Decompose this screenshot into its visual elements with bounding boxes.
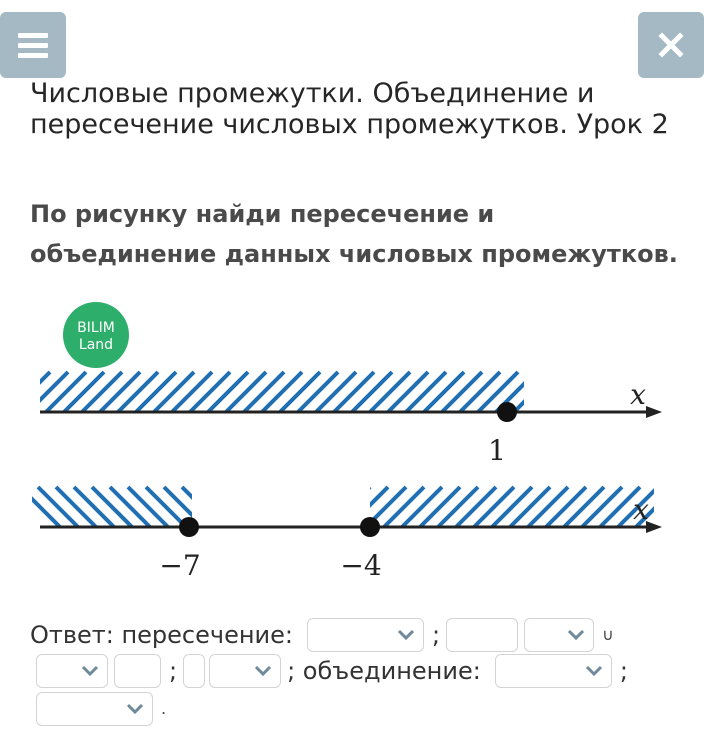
hatch-line [654, 487, 694, 527]
hatch-line [460, 372, 500, 412]
hatch-line [200, 487, 240, 527]
logo-line2: Land [78, 337, 114, 353]
hatch-line [546, 487, 586, 527]
hatch-line [262, 372, 302, 412]
union-part-select-2[interactable] [209, 654, 281, 688]
hatch-line [46, 372, 86, 412]
union-part-input-1[interactable] [114, 654, 161, 688]
hatch-line [388, 372, 428, 412]
semicolon: ; [169, 657, 178, 685]
hatch-line [492, 487, 532, 527]
hatch-line [528, 487, 568, 527]
intersection-select-1[interactable] [307, 618, 424, 652]
hatch-line [334, 372, 374, 412]
chevron-down-icon [81, 665, 99, 677]
hatch-line [298, 372, 338, 412]
union-part-input-2[interactable] [183, 654, 205, 688]
hatch-line [10, 372, 50, 412]
hatch-line [316, 372, 356, 412]
hatch-line [38, 487, 78, 527]
point-minus-4 [360, 517, 380, 537]
union-part-select-1[interactable] [36, 654, 108, 688]
hatch-line [226, 372, 266, 412]
hatch-line [532, 372, 572, 412]
hatch-line [370, 372, 410, 412]
chevron-down-icon [585, 665, 603, 677]
hatch-line [136, 372, 176, 412]
menu-button[interactable] [0, 12, 66, 78]
bilim-land-logo [63, 302, 129, 368]
close-button[interactable] [638, 12, 704, 78]
chevron-down-icon [254, 665, 272, 677]
hatch-line [550, 372, 590, 412]
intersection-input-1[interactable] [446, 618, 518, 652]
hatch-line [456, 487, 496, 527]
hatch-line [20, 487, 60, 527]
union-select-2[interactable] [36, 692, 153, 726]
hatch-line [352, 372, 392, 412]
hatch-line [92, 487, 132, 527]
hatch-line [74, 487, 114, 527]
hatch-line [424, 372, 464, 412]
hatch-line [582, 487, 622, 527]
point-label-1: 1 [488, 434, 506, 467]
number-line-2 [20, 487, 694, 582]
union-select-1[interactable] [495, 654, 612, 688]
hatch-line [28, 372, 68, 412]
hatch-line [82, 372, 122, 412]
hatch-line [564, 487, 604, 527]
number-lines-figure [0, 300, 704, 590]
hatch-line [64, 372, 104, 412]
point-label-minus-7: −7 [159, 549, 201, 582]
lesson-title: Числовые промежутки. Объединение и пересечение числовых промежутков. Урок 2 [30, 78, 669, 140]
hatch-line [172, 372, 212, 412]
point-1 [497, 402, 517, 422]
hamburger-icon [16, 30, 50, 60]
hatch-line [244, 372, 284, 412]
semicolon: ; [431, 621, 441, 649]
hatch-line [190, 372, 230, 412]
close-icon [658, 32, 684, 58]
hatch-line [514, 372, 554, 412]
hatch-line [100, 372, 140, 412]
semicolon: ; [619, 657, 628, 685]
axis-label-x2: x [633, 493, 649, 526]
task-text: По рисунку найди пересечение и объединение данных числовых промежутков. [30, 200, 678, 268]
hatch-line [384, 487, 424, 527]
chevron-down-icon [126, 703, 144, 715]
logo-line1: BILIM [77, 320, 115, 336]
hatch-line [110, 487, 150, 527]
axis-label-x1: x [630, 378, 646, 411]
hatch-line [208, 372, 248, 412]
hatch-line [442, 372, 482, 412]
point-minus-7 [179, 517, 199, 537]
union-label: ; объединение: [287, 657, 481, 685]
chevron-down-icon [397, 629, 415, 641]
hatch-line [280, 372, 320, 412]
number-line-1 [10, 372, 662, 467]
union-symbol: ∪ [602, 625, 614, 644]
intersection-select-2[interactable] [524, 618, 594, 652]
hatch-line [474, 487, 514, 527]
hatch-line [438, 487, 478, 527]
chevron-down-icon [567, 629, 585, 641]
hatch-line [402, 487, 442, 527]
hatch-line [56, 487, 96, 527]
hatch-line [420, 487, 460, 527]
hatch-line [510, 487, 550, 527]
hatch-line [118, 372, 158, 412]
hatch-line [406, 372, 446, 412]
period: . [161, 699, 167, 718]
hatch-line [146, 487, 186, 527]
hatch-line [154, 372, 194, 412]
point-label-minus-4: −4 [340, 549, 382, 582]
hatch-line [128, 487, 168, 527]
answer-prefix: Ответ: пересечение: [30, 621, 293, 649]
